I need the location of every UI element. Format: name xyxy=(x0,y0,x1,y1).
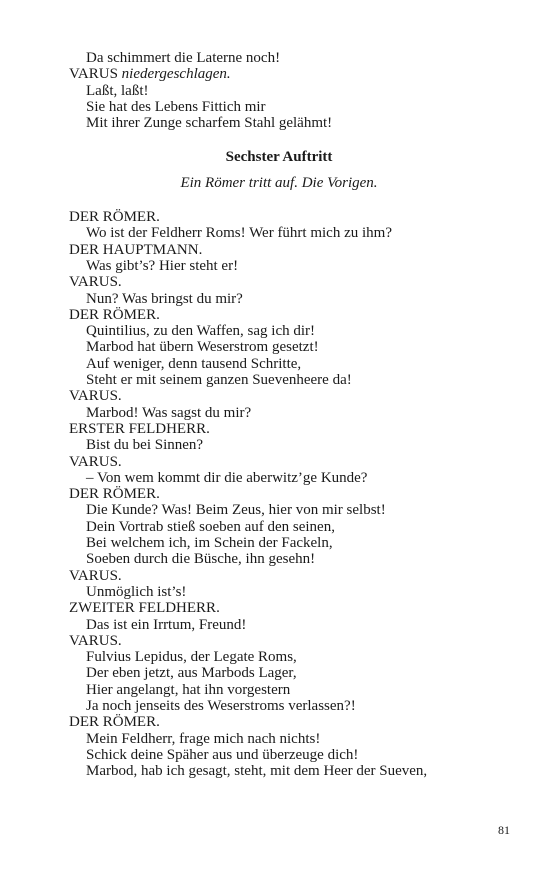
speaker-name: VARUS xyxy=(69,66,118,83)
speaker-name: ZWEITER FELDHERR. xyxy=(69,600,220,617)
verse-line: Schick deine Späher aus und überzeuge dich! xyxy=(86,746,359,763)
verse-line: Marbod! Was sagst du mir? xyxy=(86,404,252,421)
speaker-name: VARUS. xyxy=(69,388,122,405)
verse-line: Auf weniger, denn tausend Schritte, xyxy=(86,355,302,372)
verse-line: Was gibt’s? Hier steht er! xyxy=(86,257,239,274)
speaker-name: ERSTER FELDHERR. xyxy=(69,420,210,437)
speaker-name: VARUS. xyxy=(69,567,122,584)
speaker-name: DER HAUPTMANN. xyxy=(69,241,203,258)
verse-line: Steht er mit seinem ganzen Suevenheere da! xyxy=(86,372,352,389)
verse-line: Nun? Was bringst du mir? xyxy=(86,290,243,307)
top-block xyxy=(69,50,489,131)
verse-line: Die Kunde? Was! Beim Zeus, hier von mir selbst! xyxy=(86,502,386,519)
verse-line: Bei welchem ich, im Schein der Fackeln, xyxy=(86,535,333,552)
verse-line: Da schimmert die Laterne noch! xyxy=(86,50,281,66)
verse-line: Soeben durch die Büsche, ihn gesehn! xyxy=(86,551,316,568)
speaker-name: DER RÖMER. xyxy=(69,714,160,731)
verse-line: Marbod hat übern Weserstrom gesetzt! xyxy=(86,339,319,356)
verse-line: Das ist ein Irrtum, Freund! xyxy=(86,616,247,633)
verse-line: Wo ist der Feldherr Roms! Wer führt mich zu ihm? xyxy=(86,225,392,242)
verse-line: Laßt, laßt! xyxy=(86,82,149,99)
verse-line: Ja noch jenseits des Weserstroms verlassen?! xyxy=(86,697,356,714)
verse-line: Sie hat des Lebens Fittich mir xyxy=(86,98,266,115)
speaker-name: VARUS. xyxy=(69,453,122,470)
page-body xyxy=(69,50,489,779)
verse-line: Unmöglich ist’s! xyxy=(86,583,187,600)
verse-line: Dein Vortrab stieß soeben auf den seinen, xyxy=(86,518,335,535)
verse-line: Quintilius, zu den Waffen, sag ich dir! xyxy=(86,323,316,340)
verse-line: Der eben jetzt, aus Marbods Lager, xyxy=(86,665,297,682)
verse-line: Hier angelangt, hat ihn vorgestern xyxy=(86,681,291,698)
verse-line: Mit ihrer Zunge scharfem Stahl gelähmt! xyxy=(86,115,333,132)
speaker-name: DER RÖMER. xyxy=(69,209,160,226)
verse-line: Marbod, hab ich gesagt, steht, mit dem Heer der Sueven, xyxy=(86,763,428,780)
speaker-with-stage-direction xyxy=(69,66,489,82)
scene-title: Sechster Auftritt xyxy=(225,149,333,166)
verse-line: Fulvius Lepidus, der Legate Roms, xyxy=(86,649,297,666)
verse-line: – Von wem kommt dir die aberwitz’ge Kunde? xyxy=(86,469,368,486)
speaker-name: VARUS. xyxy=(69,274,122,291)
stage-direction: niedergeschlagen. xyxy=(121,66,231,83)
speaker-name: VARUS. xyxy=(69,632,122,649)
speaker-name: DER RÖMER. xyxy=(69,306,160,323)
scene-stage-direction: Ein Römer tritt auf. Die Vorigen. xyxy=(180,174,378,191)
speaker-name: DER RÖMER. xyxy=(69,486,160,503)
page-number: 81 xyxy=(498,823,510,837)
verse-line: Bist du bei Sinnen? xyxy=(86,437,204,454)
verse-line: Mein Feldherr, frage mich nach nichts! xyxy=(86,730,321,747)
dialogue xyxy=(69,209,489,779)
